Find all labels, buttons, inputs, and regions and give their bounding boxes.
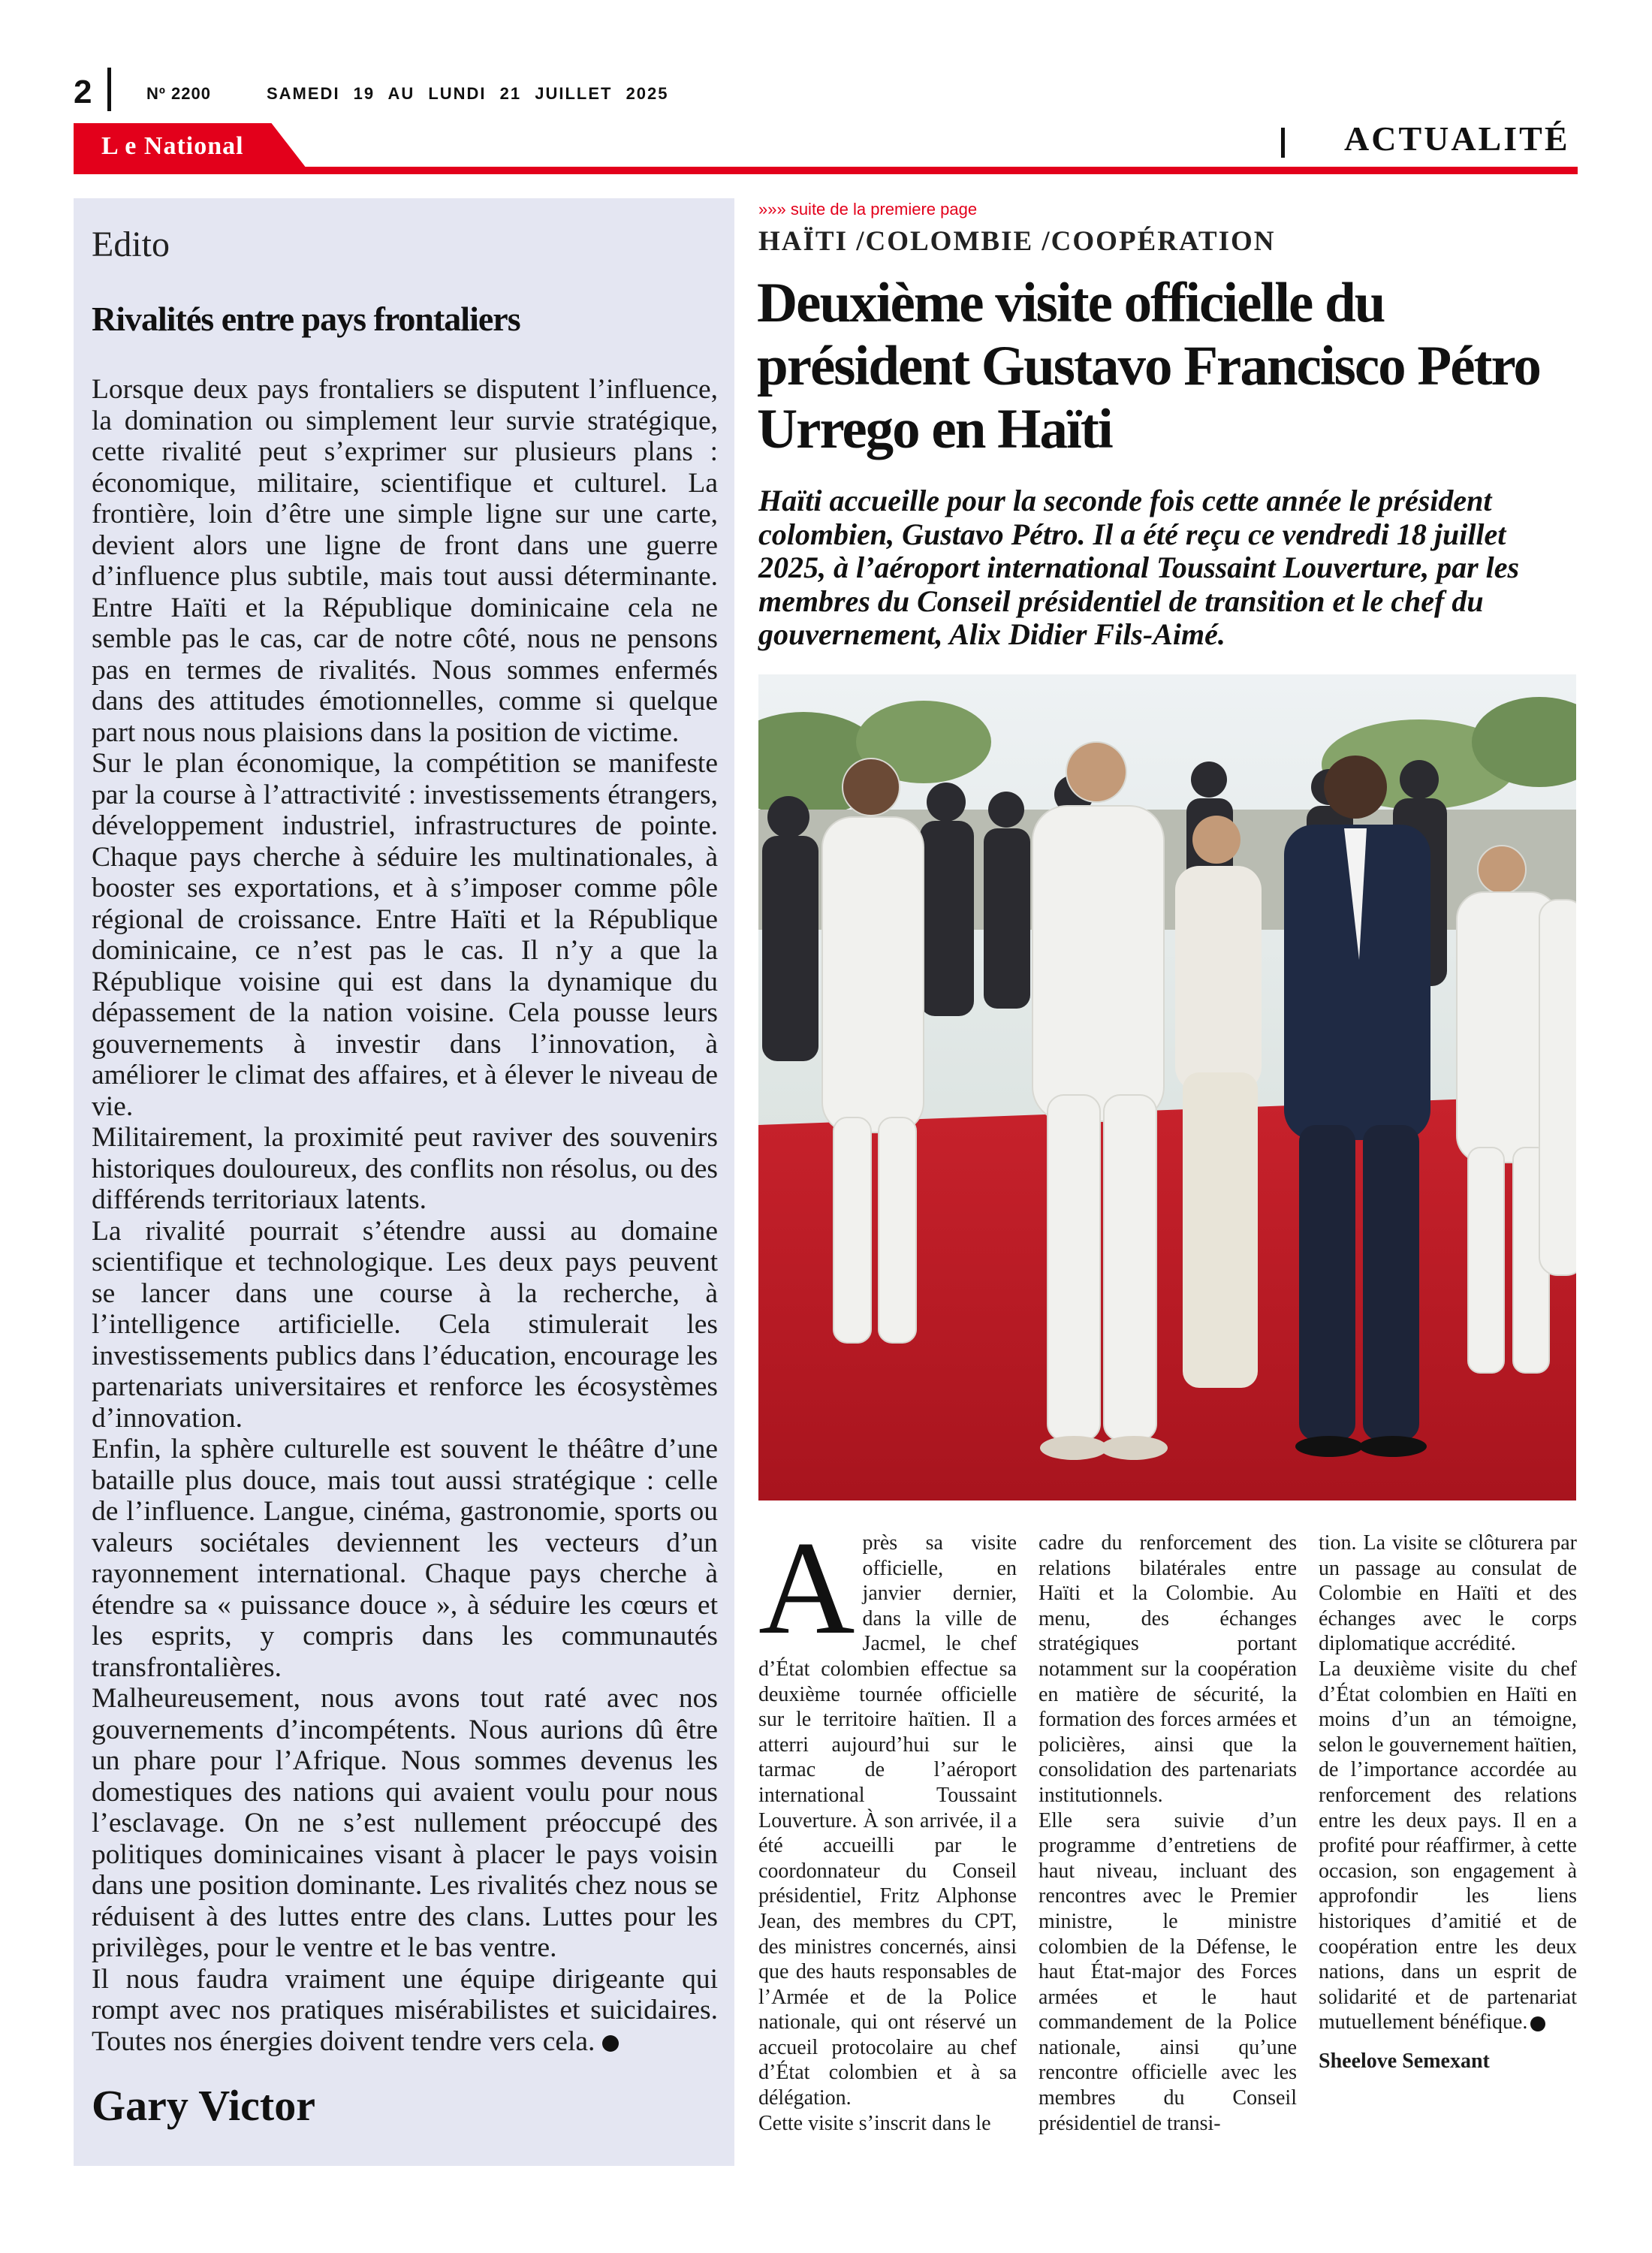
edito-paragraph-text: Il nous faudra vraiment une équipe dirigeante qui rompt avec nos pratiques misérabilistes et suicidaires. Toutes nos énergies doivent tendre vers cela. [92, 1963, 718, 2057]
article-first-paragraph [758, 1513, 1017, 2111]
article-column-1 [758, 1513, 1017, 2136]
edito-paragraph-last [92, 1964, 718, 2058]
edito-paragraph: Militairement, la proximité peut raviver des souvenirs historiques douloureux, des conflits non résolus, ou des différends territoriaux latents. [92, 1122, 718, 1215]
page-number: 2 [74, 74, 92, 110]
newspaper-logo: L e National [101, 132, 244, 160]
edito-label: Edito [92, 225, 170, 264]
edito-author: Gary Victor [92, 2081, 315, 2130]
article-paragraph-text: près sa visite officielle, en janvier dernier, dans la ville de Jacmel, le chef d’État colombien effectue sa deuxième tournée officielle sur le territoire haïtien. Il a atterri aujourd’hui sur le tarmac de l’aéroport international Toussaint Louverture. À son arrivée, il a été accueilli par le coordonnateur du Conseil présidentiel, Fritz Alphonse Jean, des membres du CPT, des ministres concernés, ainsi que des hauts responsables de l’Armée et de la Police nationale, qui ont réservé un accueil protocolaire au chef d’État colombien et à sa délégation. [758, 1531, 1017, 2110]
edito-paragraph: Lorsque deux pays frontaliers se disputent l’influence, la domination ou simplement leur survie stratégique, cette rivalité peut s’exprimer sur plusieurs plans : économique, militaire, scientifique et culturel. La frontière, loin d’être une simple ligne sur une carte, devient alors une ligne de front dans une guerre d’influence plus subtile, mais tout aussi déterminante. Entre Haïti et la République dominicaine cela ne semble pas le cas, car de notre côté, nous ne pensons pas en termes de rivalités. Nous sommes enfermés dans des attitudes émotionnelles, comme si quelque part nous nous plaisions dans la position de victime. [92, 374, 718, 748]
end-mark-icon [1530, 2016, 1545, 2031]
edito-title: Rivalités entre pays frontaliers [92, 300, 520, 338]
end-mark-icon [602, 2035, 619, 2052]
article-kicker: HAÏTI /COLOMBIE /COOPÉRATION [758, 226, 1276, 257]
article-paragraph: tion. La visite se clôturera par un passage au consulat de Colombie en Haïti et des échanges avec le corps diplomatique accrédité. [1319, 1531, 1577, 1656]
article-lead: Haïti accueille pour la seconde fois cette année le président colombien, Gustavo Pétro. Il a été reçu ce vendredi 18 juillet 2025, à l’aéroport international Toussaint Louverture, par les membres du Conseil présidentiel de transition et le chef du gouvernement, Alix Didier Fils-Aimé. [758, 484, 1520, 651]
article-headline: Deuxième visite officielle du président Gustavo Francisco Pétro Urrego en Haïti [757, 272, 1540, 460]
issue-date: SAMEDI 19 AU LUNDI 21 JUILLET 2025 [267, 84, 669, 103]
header-divider [107, 68, 111, 111]
article-paragraph: cadre du renforcement des relations bilatérales entre Haïti et la Colombie. Au menu, des échanges stratégiques portant notamment sur la coopération en matière de sécurité, la formation des forces armées et policières, ainsi que la consolidation des partenariats institutionnels. [1039, 1531, 1297, 1807]
delegation-photo [758, 674, 1576, 1500]
article-paragraph-last [1319, 1657, 1577, 2035]
article-paragraph-text: La deuxième visite du chef d’État colombien en Haïti en moins d’un an témoigne, selon le gouvernement haïtien, de l’importance accordée au renforcement des relations entre les deux pays. Il en a profité pour réaffirmer, à cette occasion, son engagement à approfondir les liens historiques d’amitié et de coopération entre les deux nations, dans un esprit de solidarité et de partenariat mutuellement bénéfique. [1319, 1657, 1577, 2034]
article-byline: Sheelove Semexant [1319, 2049, 1490, 2073]
article-column-2 [1039, 1531, 1297, 2136]
edito-paragraph: Malheureusement, nous avons tout raté avec nos gouvernements d’incompétents. Nous aurions dû être un phare pour l’Afrique. Nous sommes devenus les domestiques des nations qui avaient voulu pour nous l’esclavage. On ne s’est nullement préoccupé des politiques dominicaines visant à placer le pays voisin dans une position dominante. Les rivalités chez nous se réduisent à des luttes entre des clans. Luttes pour les privilèges, pour le ventre et le bas ventre. [92, 1683, 718, 1963]
article-photo [758, 674, 1576, 1500]
header-rule [74, 167, 1578, 174]
continued-note: »»» suite de la premiere page [758, 200, 978, 219]
edito-paragraph: Enfin, la sphère culturelle est souvent le théâtre d’une bataille plus douce, mais tout aussi stratégique : celle de l’influence. Langue, cinéma, gastronomie, sports ou valeurs sociétales deviennent les vecteurs d’un rayonnement international. Chaque pays cherche à étendre sa « puissance douce », à séduire les cœurs et les esprits, y compris dans les communautés transfrontalières. [92, 1434, 718, 1683]
article-column-3 [1319, 1531, 1577, 2074]
section-divider [1281, 128, 1285, 158]
edito-paragraph: Sur le plan économique, la compétition se manifeste par la course à l’attractivité : investissements étrangers, développement industriel, infrastructures de pointe. Chaque pays cherche à séduire les multinationales, à booster ses exportations, et à s’imposer comme pôle régional de croissance. Entre Haïti et la République dominicaine, ce n’est pas le cas. Il n’y a que la République voisine qui est dans la dynamique du dépassement de la nation voisine. Cela pousse leurs gouvernements à investir dans l’innovation, à améliorer le climat des affaires, et à élever le niveau de vie. [92, 748, 718, 1122]
article-paragraph: Cette visite s’inscrit dans le [758, 2111, 991, 2135]
issue-number: Nº 2200 [146, 84, 211, 103]
section-name: ACTUALITÉ [1344, 119, 1570, 158]
edito-paragraph: La rivalité pourrait s’étendre aussi au domaine scientifique et technologique. Les deux pays peuvent se lancer dans une course à la recherche, à l’intelligence artificielle. Cela stimulerait les investissements publics dans l’éducation, encourage les partenariats universitaires et renforce les écosystèmes d’innovation. [92, 1215, 718, 1434]
drop-cap: A [758, 1513, 855, 1662]
edito-body [92, 374, 718, 2057]
article-paragraph: Elle sera suivie d’un programme d’entretiens de haut niveau, incluant des rencontres avec le Premier ministre, le ministre colombien de la Défense, le haut État-major des Forces armées et le haut commandement de la Police nationale, ainsi qu’une rencontre officielle avec les membres du Conseil présidentiel de transi- [1039, 1808, 1297, 2135]
